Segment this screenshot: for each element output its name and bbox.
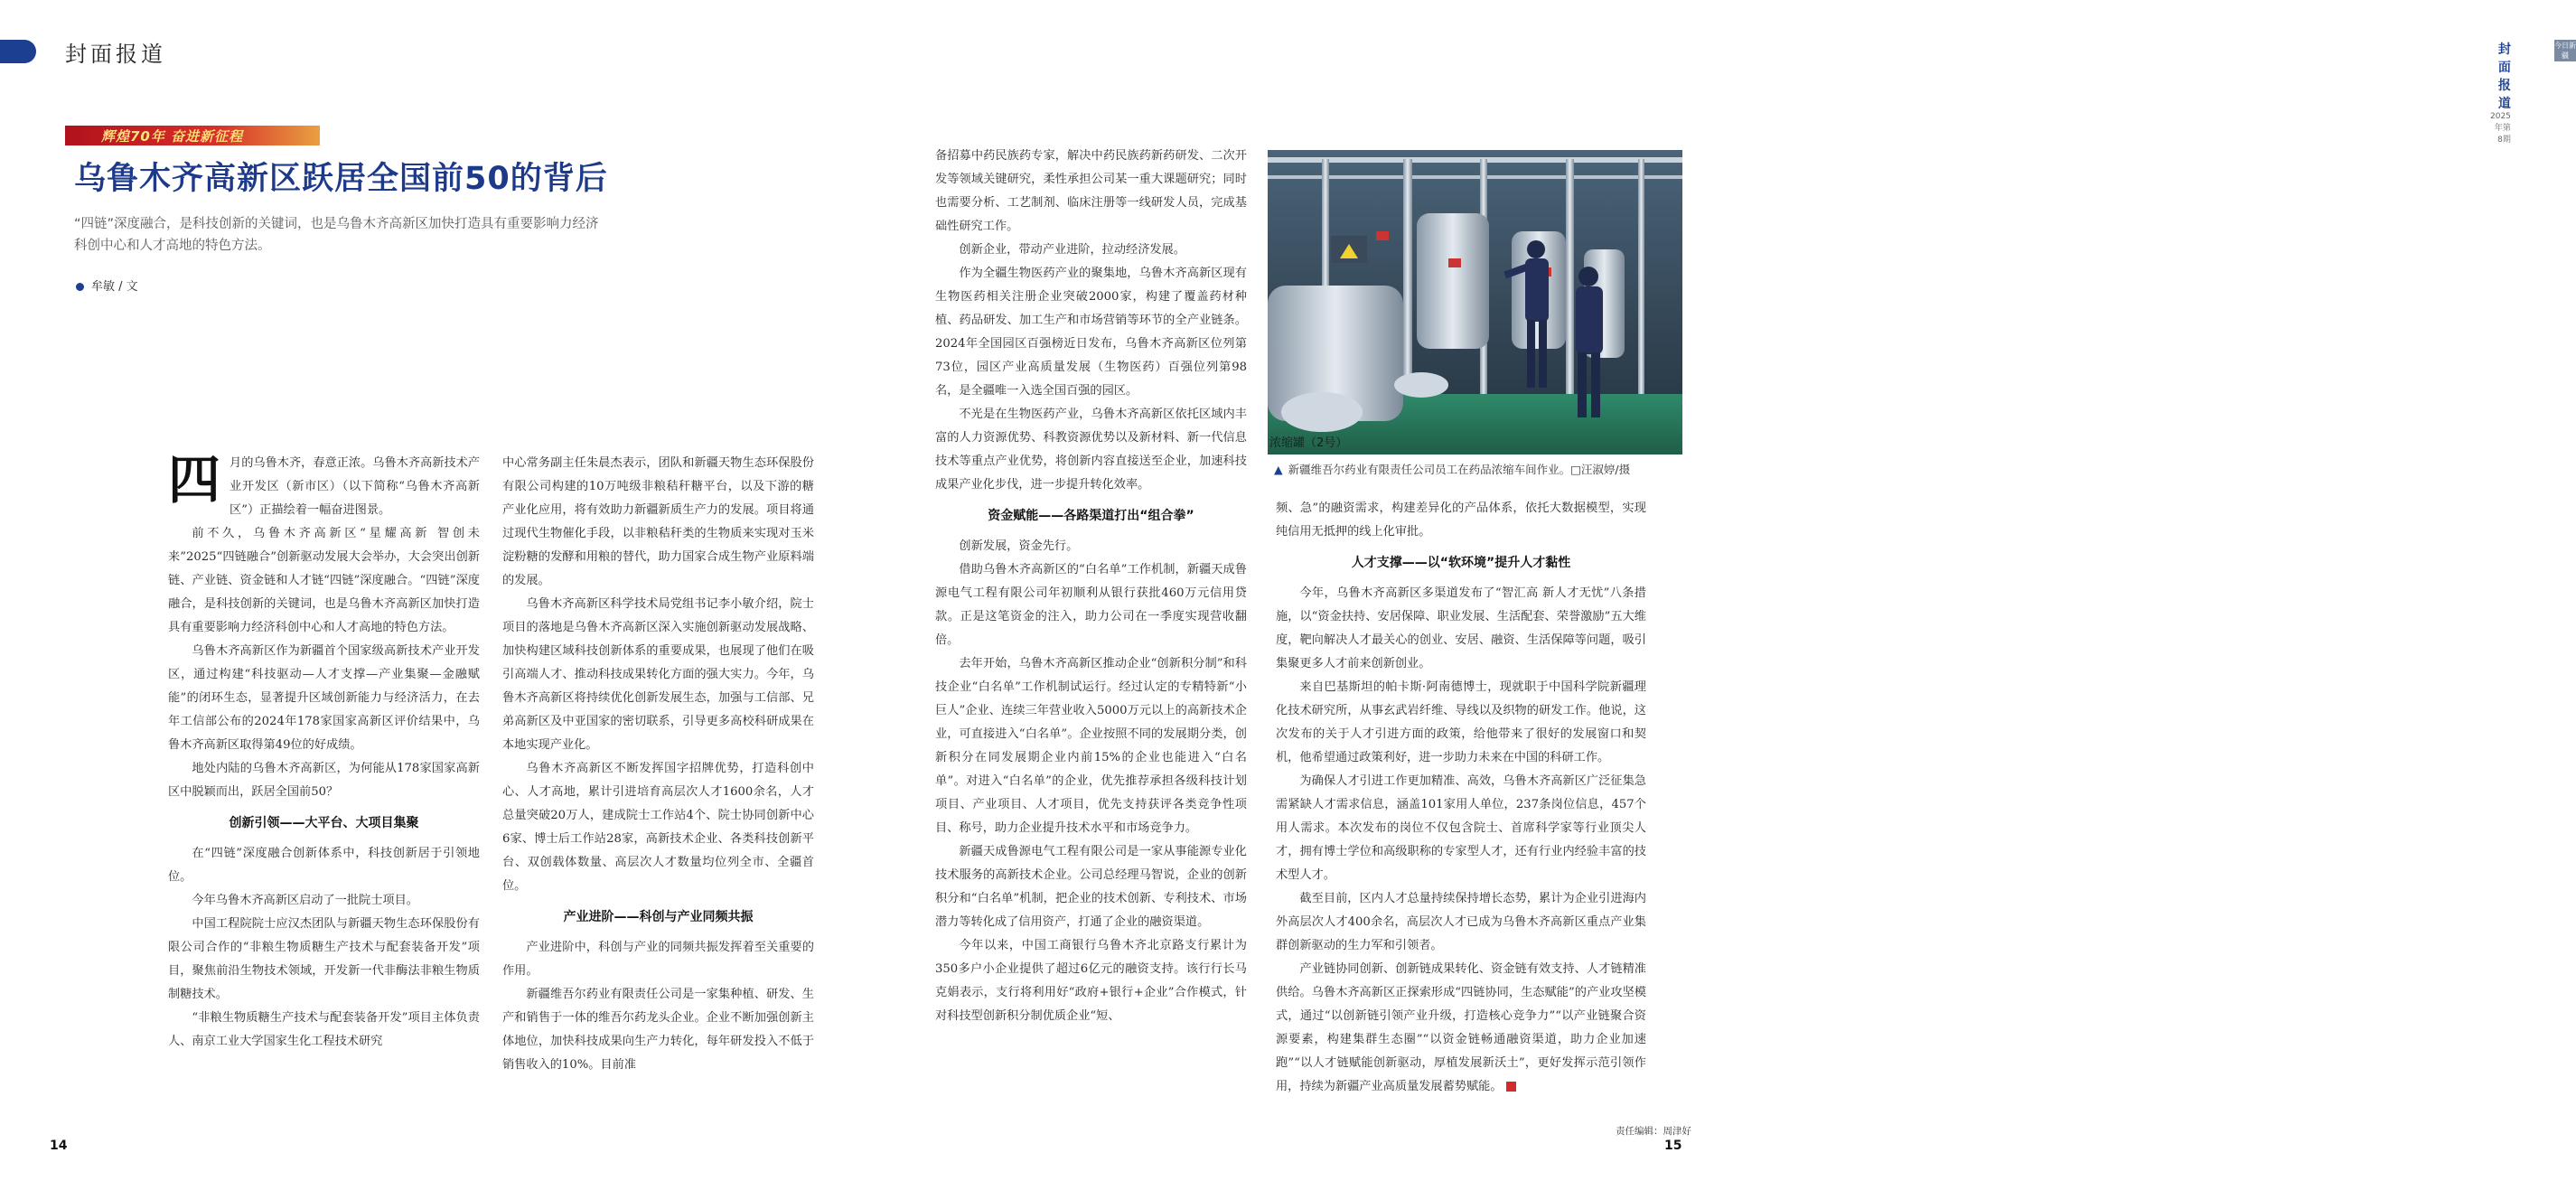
article-lede: “四链”深度融合，是科技创新的关键词，也是乌鲁木齐高新区加快打造具有重要影响力经济科创中心和人才高地的特色方法。 (74, 217, 599, 253)
header-issue: 2025年第8期 (2490, 112, 2511, 145)
magazine-logo: 今日新疆 (2554, 42, 2576, 60)
section-tab-marker (0, 40, 36, 63)
paragraph: 频、急”的融资需求，构建差异化的产品体系，依托大数据模型，实现纯信用无抵押的线上化审批。 (1276, 501, 1646, 539)
paragraph: 乌鲁木齐高新区作为新疆首个国家级高新技术产业开发区，通过构建“科技驱动—人才支撑—产业集聚—金融赋能”的闭环生态，显著提升区域创新能力与经济活力，在去年工信部公布的2024年178家国家高新区评价结果中，乌鲁木齐高新区取得第49位的好成绩。 (168, 644, 480, 752)
byline (76, 277, 138, 294)
paragraph: 产业进阶中，科创与产业的同频共振发挥着至关重要的作用。 (502, 941, 814, 978)
bullet-dot-icon (76, 283, 84, 291)
paragraph: “非粮生物质糖生产技术与配套装备开发”项目主体负责人、南京工业大学国家生化工程技术研究 (168, 1011, 480, 1048)
paragraph: 今年乌鲁木齐高新区启动了一批院士项目。 (192, 894, 418, 907)
paragraph: 新疆维吾尔药业有限责任公司是一家集种植、研发、生产和销售于一体的维吾尔药龙头企业。企业不断加强创新主体地位，加快科技成果向生产力转化，每年研发投入不低于销售收入的10%。目前准 (502, 988, 814, 1072)
subheading: 资金赋能——各路渠道打出“组合拳” (988, 509, 1194, 523)
paragraph: 为确保人才引进工作更加精准、高效，乌鲁木齐高新区广泛征集急需紧缺人才需求信息，涵盖101家用人单位，237条岗位信息，457个用人需求。本次发布的岗位不仅包含院士、首席科学家等行业顶尖人才，拥有博士学位和高级职称的专家型人才，还有行业内经验丰富的技术型人才。 (1276, 774, 1646, 882)
paragraph: 去年开始，乌鲁木齐高新区推动企业“创新积分制”和科技企业“白名单”工作机制试运行。经过认定的专精特新“小巨人”企业、连续三年营业收入5000万元以上的高新技术企业，可直接进入“白名单”。企业按照不同的发展期分类，创新积分在同发展期企业内前15%的企业也能进入“白名单”。对进入“白名单”的企业，优先推荐承担各级科技计划项目、产业项目、人才项目，优先支持获评各类竞争性项目、称号，助力企业提升技术水平和市场竞争力。 (935, 657, 1247, 835)
paragraph: 今年，乌鲁木齐高新区多渠道发布了“智汇高 新人才无忧”八条措施，以“资金扶持、安居保障、职业发展、生活配套、荣誉激励”五大维度，靶向解决人才最关心的创业、安居、融资、生活保障等问题，吸引集聚更多人才前来创新创业。 (1276, 586, 1646, 670)
paragraph: 在“四链”深度融合创新体系中，科技创新居于引领地位。 (168, 847, 480, 884)
paragraph: 创新企业，带动产业进阶，拉动经济发展。 (959, 243, 1185, 257)
factory-photo (1268, 150, 1682, 455)
paragraph: 今年以来，中国工商银行乌鲁木齐北京路支行累计为350多户小企业提供了超过6亿元的融资支持。该行行长马克娟表示，支行将利用好“政府+银行+企业”合作模式，针对科技型创新积分制优质企业“短、 (935, 939, 1247, 1023)
subheading: 人才支撑——以“软环境”提升人才黏性 (1351, 556, 1571, 570)
paragraph: 来自巴基斯坦的帕卡斯·阿南德博士，现就职于中国科学院新疆理化技术研究所，从事玄武岩纤维、导线以及织物的研发工作。他说，这次发布的关于人才引进方面的政策，给他带来了很好的发展窗口和契机，他希望通过政策利好，进一步助力未来在中国的科研工作。 (1276, 680, 1646, 764)
paragraph: 借助乌鲁木齐高新区的“白名单”工作机制，新疆天成鲁源电气工程有限公司年初顺利从银行获批460万元信用贷款。正是这笔资金的注入，助力公司在一季度实现营收翻倍。 (935, 563, 1247, 647)
article-end-mark-icon (1506, 1082, 1516, 1092)
paragraph: 乌鲁木齐高新区不断发挥国字招牌优势，打造科创中心、人才高地，累计引进培育高层次人才1600余名，人才总量突破20万人，建成院士工作站4个、院士协同创新中心6家、博士后工作站28家，高新技术企业、各类科技创新平台、双创载体数量、高层次人才数量均位列全市、全疆首位。 (502, 762, 814, 893)
pharma-workshop-illustration (1268, 150, 1682, 455)
subheading: 产业进阶——科创与产业同频共振 (563, 910, 754, 924)
subheading: 创新引领——大平台、大项目集聚 (229, 816, 419, 830)
photo-caption: ▲ 新疆维吾尔药业有限责任公司员工在药品浓缩车间作业。□汪淑婷/摄 (1274, 463, 1631, 476)
article-headline: 乌鲁木齐高新区跃居全国前50的背后 (74, 161, 608, 197)
article-column-3 (935, 145, 1247, 1028)
paragraph: 产业链协同创新、创新链成果转化、资金链有效支持、人才链精准供给。乌鲁木齐高新区正探索形成“四链协同，生态赋能”的产业攻坚模式，通过“以创新链引领产业升级，打造核心竞争力”“以产业链聚合资源要素，构建集群生态圈”“以资金链畅通融资渠道，助力企业加速跑”“以人才链赋能创新驱动，厚植发展新沃土”，更好发挥示范引领作用，持续为新疆产业高质量发展蓄势赋能。 (1276, 962, 1646, 1093)
paragraph: 前不久，乌鲁木齐高新区“星耀高新 智创未来”2025“四链融合”创新驱动发展大会举办，大会突出创新链、产业链、资金链和人才链“四链”深度融合。“四链”深度融合，是科技创新的关键词，也是乌鲁木齐高新区加快打造具有重要影响力经济科创中心和人才高地的特色方法。 (168, 527, 480, 634)
paragraph: 备招募中药民族药专家，解决中药民族药新药研发、二次开发等领域关键研究，柔性承担公司某一重大课题研究；同时也需要分析、工艺制剂、临床注册等一线研发人员，完成基础性研究工作。 (935, 149, 1247, 233)
running-header (2490, 40, 2511, 145)
responsible-editor: 责任编辑：周津好 (1616, 1126, 1691, 1137)
page-number-left: 14 (50, 1139, 68, 1153)
paragraph: 地处内陆的乌鲁木齐高新区，为何能从178家国家高新区中脱颖而出，跃居全国前50？ (168, 762, 480, 799)
paragraph: 创新发展，资金先行。 (959, 539, 1079, 553)
left-page (0, 0, 867, 1181)
paragraph: 新疆天成鲁源电气工程有限公司是一家从事能源专业化技术服务的高新技术企业。公司总经理马智说，企业的创新积分和“白名单”机制，把企业的技术创新、专利技术、市场潜力等转化成了信用资产，打通了企业的融资渠道。 (935, 845, 1247, 929)
article-column-4 (1276, 497, 1646, 1099)
section-title: 封面报道 (65, 42, 166, 67)
byline-author: 牟敏 / 文 (91, 280, 138, 294)
banner-text: 辉煌70年 奋进新征程 (101, 128, 244, 145)
page-number-right: 15 (1664, 1139, 1682, 1153)
paragraph: 乌鲁木齐高新区科学技术局党组书记李小敏介绍，院士项目的落地是乌鲁木齐高新区深入实施创新驱动发展战略、加快构建区域科技创新体系的重要成果，也展现了他们在吸引高端人才、推动科技成果转化方面的强大实力。今年，乌鲁木齐高新区将持续优化创新发展生态，加强与工信部、兄弟高新区及中亚国家的密切联系，引导更多高校科研成果在本地实现产业化。 (502, 597, 814, 752)
paragraph: 中心常务副主任朱晨杰表示，团队和新疆天物生态环保股份有限公司构建的10万吨级非粮秸秆糖平台，以及下游的糖产业化应用，将有效助力新疆新质生产力的发展。项目将通过现代生物催化手段，以非粮秸秆类的生物质来实现对玉米淀粉糖的发酵和用粮的替代，助力国家合成生物产业原料端的发展。 (502, 456, 814, 587)
dropcap: 四 (168, 449, 221, 511)
anniversary-banner (65, 126, 320, 145)
paragraph: 不光是在生物医药产业，乌鲁木齐高新区依托区域内丰富的人力资源优势、科教资源优势以及新材料、新一代信息技术等重点产业优势，将创新内容直接送至企业，加速科技成果产业化步伐，进一步提升转化效率。 (935, 408, 1247, 492)
tank-label: 浓缩罐（2号） (1269, 436, 1348, 450)
paragraph: 中国工程院院士应汉杰团队与新疆天物生态环保股份有限公司合作的“非粮生物质糖生产技术与配套装备开发”项目，聚焦前沿生物技术领域，开发新一代非酶法非粮生物质制糖技术。 (168, 917, 480, 1001)
article-column-1 (168, 449, 480, 1054)
article-column-2 (502, 452, 814, 1077)
paragraph: 四月的乌鲁木齐，春意正浓。乌鲁木齐高新技术产业开发区（新市区）（以下简称“乌鲁木齐高新区”）正描绘着一幅奋进图景。 (168, 449, 480, 517)
paragraph: 作为全疆生物医药产业的聚集地，乌鲁木齐高新区现有生物医药相关注册企业突破2000家，构建了覆盖药材种植、药品研发、加工生产和市场营销等环节的全产业链条。2024年全国园区百强榜近日发布，乌鲁木齐高新区位列第73位，园区产业高质量发展（生物医药）百强位列第98名，是全疆唯一入选全国百强的园区。 (935, 267, 1247, 398)
paragraph: 截至目前，区内人才总量持续保持增长态势，累计为企业引进海内外高层次人才400余名，高层次人才已成为乌鲁木齐高新区重点产业集群创新驱动的生力军和引领者。 (1276, 892, 1646, 952)
header-title: 封面报道 (2497, 42, 2511, 111)
caption-triangle-icon: ▲ (1274, 463, 1283, 476)
